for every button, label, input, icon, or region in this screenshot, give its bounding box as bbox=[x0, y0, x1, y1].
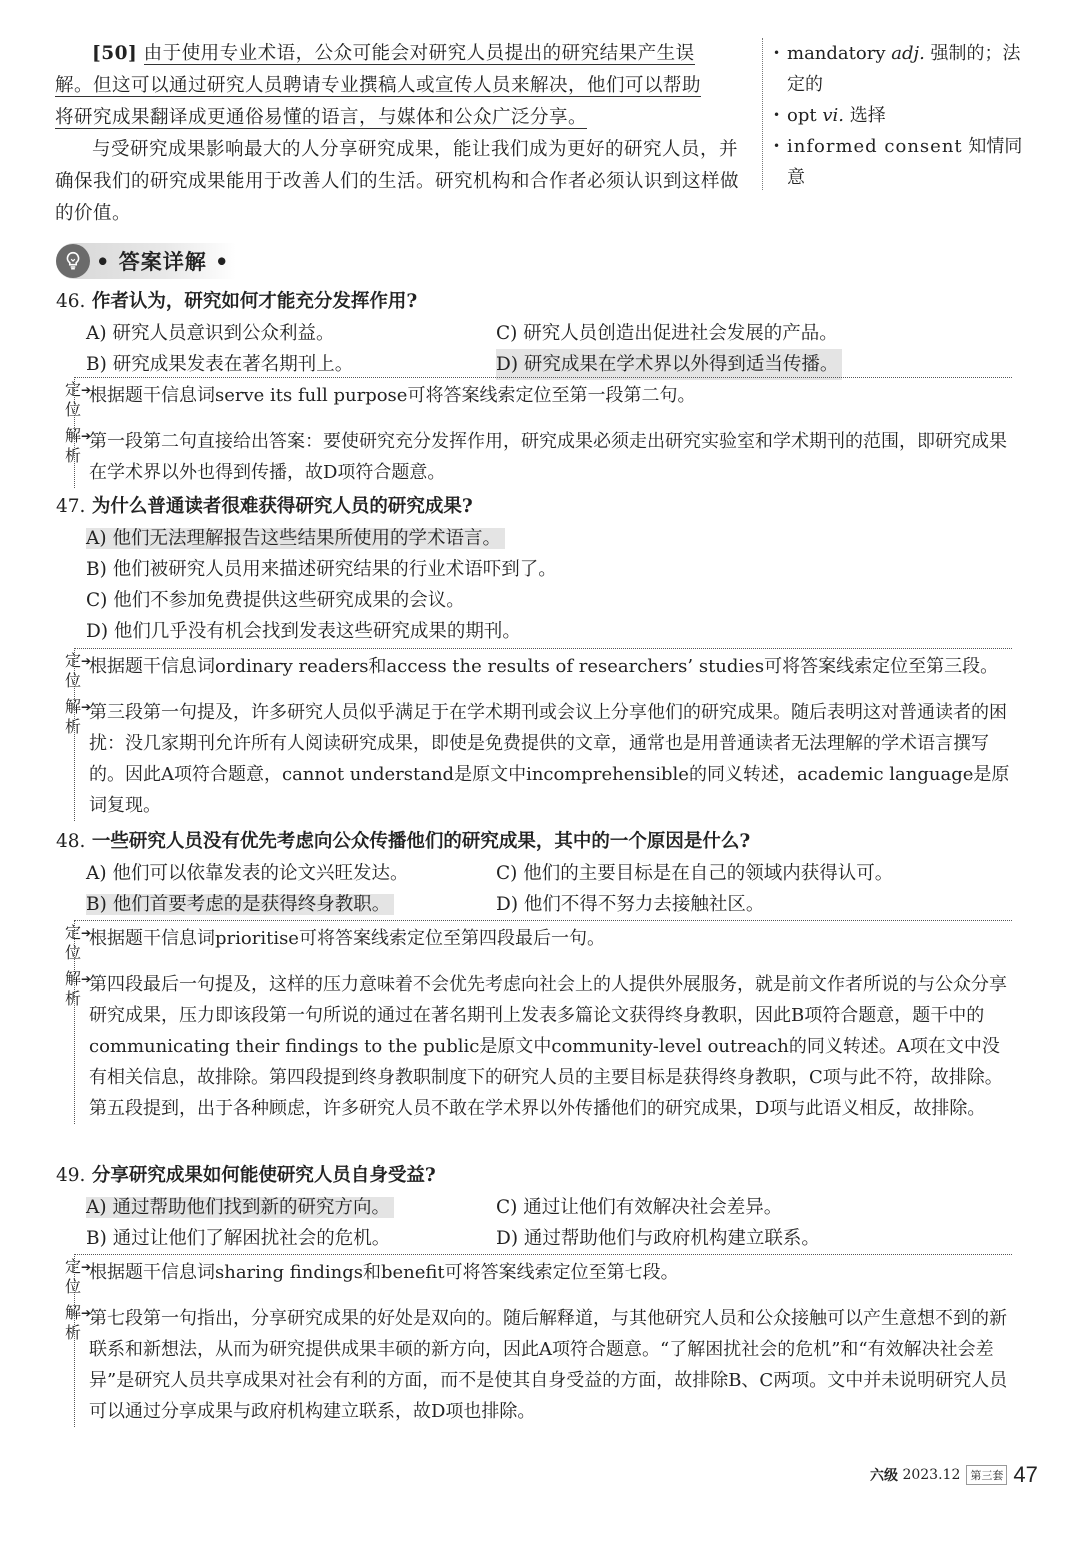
vocab-word: opt bbox=[787, 105, 817, 126]
question-text: 为什么普通读者很难获得研究人员的研究成果? bbox=[91, 496, 473, 517]
arrow-icon: ➔ bbox=[81, 429, 92, 443]
option-d-answer: D) 研究成果在学术界以外得到适当传播。 bbox=[496, 349, 842, 380]
vocab-meaning: 知情同意 bbox=[787, 136, 1023, 188]
option-b: B) 通过让他们了解困扰社会的危机。 bbox=[86, 1228, 391, 1249]
option-a-answer: A) 他们无法理解报告这些结果所使用的学术语言。 bbox=[86, 528, 505, 549]
vocab-word: informed consent bbox=[787, 136, 963, 157]
explanation-49 bbox=[52, 1254, 1012, 1427]
options bbox=[86, 1192, 1016, 1254]
vocab-meaning: 选择 bbox=[849, 105, 886, 126]
vocab-item bbox=[773, 131, 1033, 193]
analysis-label: 解析 bbox=[65, 426, 82, 465]
option-c: C) 通过让他们有效解决社会差异。 bbox=[496, 1197, 783, 1218]
analysis-label: 解析 bbox=[65, 1303, 82, 1342]
passage-translation bbox=[55, 38, 750, 230]
arrow-icon: ➔ bbox=[81, 700, 92, 714]
options bbox=[86, 318, 1016, 380]
locate-row bbox=[65, 1255, 1012, 1299]
analysis-row bbox=[65, 693, 1012, 821]
vocab-item bbox=[773, 38, 1033, 100]
analysis-label: 解析 bbox=[65, 969, 82, 1008]
underlined-sentence: 将研究成果翻译成更通俗易懂的语言，与媒体和公众广泛分享。 bbox=[55, 107, 588, 128]
question-number: 48. bbox=[56, 831, 86, 852]
question-number: 47. bbox=[56, 496, 86, 517]
option-a-answer: A) 通过帮助他们找到新的研究方向。 bbox=[86, 1197, 394, 1218]
arrow-icon: ➔ bbox=[81, 654, 92, 668]
explanation-47 bbox=[52, 648, 1012, 821]
arrow-icon: ➔ bbox=[81, 972, 92, 986]
locate-row bbox=[65, 649, 1012, 693]
analysis-text: 第三段第一句提及，许多研究人员似乎满足于在学术期刊或会议上分享他们的研究成果。随后表明这对普通读者的困扰：没几家期刊允许所有人阅读研究成果，即使是免费提供的文章，通常也是用普通读者无法理解的学术语言撰写的。因此A项符合题意，cannot understand是原文中incomprehensible的同义转述，academic language是原词复现。 bbox=[89, 702, 1010, 816]
question-49 bbox=[56, 1160, 1016, 1254]
option-d: D) 他们几乎没有机会找到发表这些研究成果的期刊。 bbox=[86, 621, 521, 642]
section-title: • 答案详解 • bbox=[96, 249, 230, 274]
locate-label: 定位 bbox=[65, 1257, 82, 1296]
vocab-meaning: 强制的；法定的 bbox=[787, 43, 1021, 95]
locate-row bbox=[65, 921, 1012, 965]
analysis-row bbox=[65, 422, 1012, 488]
underlined-sentence: 由于使用专业术语，公众可能会对研究人员提出的研究结果产生误 bbox=[143, 43, 695, 64]
question-text: 分享研究成果如何能使研究人员自身受益? bbox=[91, 1165, 436, 1186]
analysis-text: 第七段第一句指出，分享研究成果的好处是双向的。随后解释道，与其他研究人员和公众接触可以产生意想不到的新联系和新想法，从而为研究提供成果丰硕的新方向，因此A项符合题意。“了解困扰社会的危机”和“有效解决社会差异”是研究人员共享成果对社会有利的方面，而不是使其自身受益的方面，故排除B、C两项。文中并未说明研究人员可以通过分享成果与政府机构建立联系，故D项也排除。 bbox=[89, 1308, 1008, 1422]
section-header bbox=[56, 243, 236, 279]
paragraph-number: [50] bbox=[92, 43, 138, 64]
explanation-46 bbox=[52, 377, 1012, 488]
lightbulb-icon bbox=[56, 244, 90, 278]
question-text: 作者认为，研究如何才能充分发挥作用? bbox=[91, 291, 418, 312]
paragraph-last: 与受研究成果影响最大的人分享研究成果，能让我们成为更好的研究人员，并确保我们的研究成果能用于改善人们的生活。研究机构和合作者必须认识到这样做的价值。 bbox=[55, 139, 740, 224]
vocab-pos: vi. bbox=[822, 105, 844, 126]
question-title bbox=[56, 286, 1016, 318]
options bbox=[86, 858, 1016, 920]
option-b: B) 他们被研究人员用来描述研究结果的行业术语吓到了。 bbox=[86, 559, 557, 580]
option-d: D) 通过帮助他们与政府机构建立联系。 bbox=[496, 1228, 820, 1249]
set-badge: 第三套 bbox=[966, 1465, 1007, 1485]
locate-label: 定位 bbox=[65, 380, 82, 419]
locate-text: 根据题干信息词serve its full purpose可将答案线索定位至第一段第二句。 bbox=[89, 385, 696, 406]
locate-label: 定位 bbox=[65, 923, 82, 962]
arrow-icon: ➔ bbox=[81, 383, 92, 397]
analysis-text: 第一段第二句直接给出答案：要使研究充分发挥作用，研究成果必须走出研究实验室和学术期刊的范围，即研究成果在学术界以外也得到传播，故D项符合题意。 bbox=[89, 431, 1007, 483]
question-number: 49. bbox=[56, 1165, 86, 1186]
analysis-label: 解析 bbox=[65, 697, 82, 736]
locate-text: 根据题干信息词ordinary readers和access the results of researchers’ studies可将答案线索定位至第三段。 bbox=[89, 656, 999, 677]
arrow-icon: ➔ bbox=[81, 926, 92, 940]
locate-label: 定位 bbox=[65, 651, 82, 690]
exam-level: 六级 bbox=[870, 1468, 898, 1484]
question-47 bbox=[56, 491, 1016, 647]
vocab-word: mandatory bbox=[787, 43, 886, 64]
explanation-48 bbox=[52, 920, 1012, 1124]
question-number: 46. bbox=[56, 291, 86, 312]
analysis-row bbox=[65, 965, 1012, 1124]
vocabulary-sidebar bbox=[762, 38, 1033, 190]
locate-text: 根据题干信息词prioritise可将答案线索定位至第四段最后一句。 bbox=[89, 928, 605, 949]
option-c: C) 研究人员创造出促进社会发展的产品。 bbox=[496, 323, 838, 344]
option-c: C) 他们的主要目标是在自己的领域内获得认可。 bbox=[496, 863, 894, 884]
vocab-item bbox=[773, 100, 1033, 131]
locate-row bbox=[65, 378, 1012, 422]
option-b-answer: B) 他们首要考虑的是获得终身教职。 bbox=[86, 894, 394, 915]
option-d: D) 他们不得不努力去接触社区。 bbox=[496, 894, 765, 915]
vocab-pos: adj. bbox=[891, 43, 925, 64]
question-48 bbox=[56, 826, 1016, 920]
options bbox=[86, 523, 1016, 647]
paragraph-50 bbox=[55, 38, 750, 70]
question-text: 一些研究人员没有优先考虑向公众传播他们的研究成果，其中的一个原因是什么? bbox=[91, 831, 751, 852]
option-c: C) 他们不参加免费提供这些研究成果的会议。 bbox=[86, 590, 465, 611]
paragraph-50-line-3 bbox=[55, 102, 750, 134]
option-a: A) 研究人员意识到公众利益。 bbox=[86, 323, 335, 344]
analysis-text: 第四段最后一句提及，这样的压力意味着不会优先考虑向社会上的人提供外展服务，就是前文作者所说的与公众分享研究成果，压力即该段第一句所说的通过在著名期刊上发表多篇论文获得终身教职，因此B项符合题意，题干中的communicating their findings to the public是原文中community-level outreach的同义转述。A项在文中没有相关信息，故排除。第四段提到终身教职制度下的研究人员的主要目标是获得终身教职，C项与此不符，故排除。第五段提到，出于各种顾虑，许多研究人员不敢在学术界以外传播他们的研究成果，D项与此语义相反，故排除。 bbox=[89, 974, 1007, 1119]
locate-text: 根据题干信息词sharing findings和benefit可将答案线索定位至第七段。 bbox=[89, 1262, 679, 1283]
underlined-sentence: 解。但这可以通过研究人员聘请专业撰稿人或宣传人员来解决，他们可以帮助 bbox=[55, 75, 702, 96]
analysis-row bbox=[65, 1299, 1012, 1427]
option-a: A) 他们可以依靠发表的论文兴旺发达。 bbox=[86, 863, 409, 884]
arrow-icon: ➔ bbox=[81, 1306, 92, 1320]
question-46 bbox=[56, 286, 1016, 380]
paragraph-50-line-2 bbox=[55, 70, 750, 102]
arrow-icon: ➔ bbox=[81, 1260, 92, 1274]
exam-date: 2023.12 bbox=[902, 1467, 961, 1483]
page-number: 47 bbox=[1013, 1462, 1038, 1487]
page-footer bbox=[870, 1462, 1038, 1488]
option-b: B) 研究成果发表在著名期刊上。 bbox=[86, 354, 354, 375]
